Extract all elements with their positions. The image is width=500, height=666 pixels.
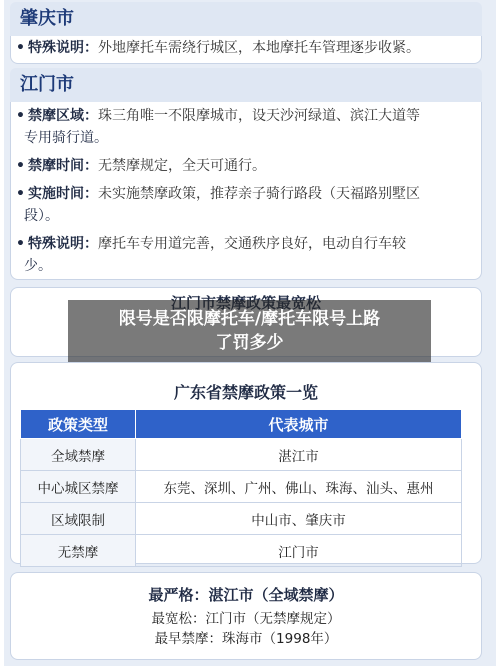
table-row <box>21 439 462 471</box>
cities-cell: 中山市、肇庆市 <box>136 503 462 535</box>
jiangmen-bullet-special: • 特殊说明：摩托车专用道完善，交通秩序良好，电动自行车较 <box>16 236 406 252</box>
jiangmen-bullet-time: • 禁摩时间：无禁摩规定，全天可通行。 <box>16 158 266 174</box>
jiangmen-bullet-implement: • 实施时间：未实施禁摩政策，推荐亲子骑行路段（天福路别墅区 <box>16 186 420 202</box>
jiangmen-title: 江门市 <box>10 68 482 102</box>
headline-line-1: 限号是否限摩托车/摩托车限号上路 <box>118 309 381 329</box>
header-policy-type: 政策类型 <box>21 410 136 439</box>
bullet-dot: • <box>16 40 25 56</box>
summary-loosest: 最宽松：江门市（无禁摩规定） <box>151 611 341 627</box>
zhaoqing-title: 肇庆市 <box>10 2 482 36</box>
header-cities: 代表城市 <box>136 410 462 439</box>
table-row <box>21 503 462 535</box>
jiangmen-bullet-special-cont: 少。 <box>24 258 52 274</box>
policy-type-cell: 中心城区禁摩 <box>21 471 136 503</box>
zhaoqing-bullet-special: • 特殊说明：外地摩托车需绕行城区，本地摩托车管理逐步收紧。 <box>16 37 476 59</box>
policy-type-cell: 无禁摩 <box>21 535 136 567</box>
policy-type-cell: 区域限制 <box>21 503 136 535</box>
summary-strictest: 最严格：湛江市（全域禁摩） <box>148 586 344 604</box>
policy-type-cell: 全域禁摩 <box>21 439 136 471</box>
jiangmen-bullet-area-cont: 专用骑行道。 <box>24 130 108 146</box>
jiangmen-bullet-implement-cont: 段）。 <box>24 208 59 224</box>
cities-cell: 东莞、深圳、广州、佛山、珠海、汕头、惠州 <box>136 471 462 503</box>
table-row <box>21 471 462 503</box>
jiangmen-bullet-area: • 禁摩区域：珠三角唯一不限摩城市，设天沙河绿道、滨江大道等 <box>16 108 420 124</box>
summary-earliest: 最早禁摩：珠海市（1998年） <box>154 631 338 647</box>
headline-line-2: 了罚多少 <box>215 333 284 353</box>
cities-cell: 江门市 <box>136 535 462 567</box>
cities-cell: 湛江市 <box>136 439 462 471</box>
policy-table-title: 广东省禁摩政策一览 <box>173 383 318 402</box>
policy-table <box>20 409 462 567</box>
headline-overlay[interactable] <box>68 300 431 362</box>
table-row <box>21 535 462 567</box>
